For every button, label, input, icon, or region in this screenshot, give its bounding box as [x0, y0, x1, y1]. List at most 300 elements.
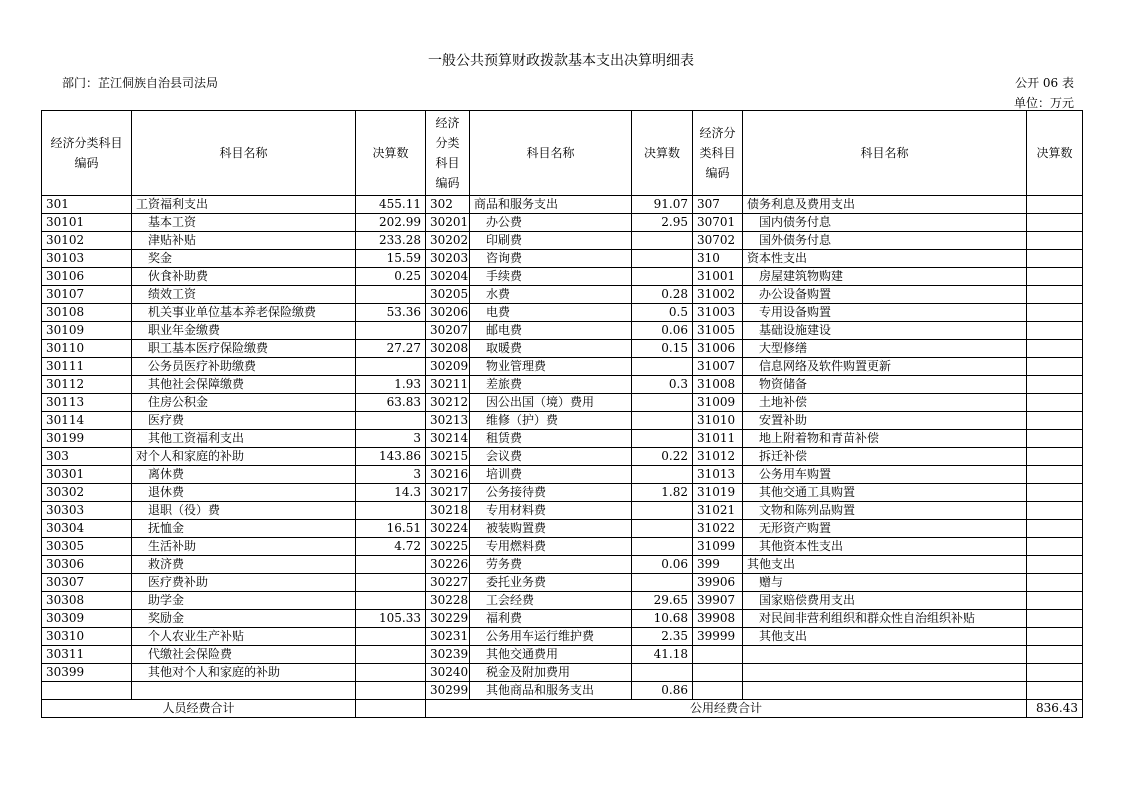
amount-cell: 202.99 [356, 214, 426, 232]
table-row [42, 250, 1083, 268]
name-cell: 债务利息及费用支出 [743, 196, 1027, 214]
amount-cell [356, 574, 426, 592]
code-cell: 31013 [693, 466, 743, 484]
code-cell: 399 [693, 556, 743, 574]
name-cell: 对民间非营利组织和群众性自治组织补贴 [743, 610, 1027, 628]
code-cell: 31008 [693, 376, 743, 394]
amount-cell [632, 520, 693, 538]
name-cell: 资本性支出 [743, 250, 1027, 268]
code-cell: 30208 [426, 340, 470, 358]
code-cell: 30212 [426, 394, 470, 412]
amount-cell [356, 286, 426, 304]
code-cell [693, 664, 743, 682]
public-total-value: 836.43 [1027, 700, 1083, 718]
code-cell: 30231 [426, 628, 470, 646]
table-row [42, 682, 1083, 700]
name-cell: 培训费 [470, 466, 632, 484]
table-row [42, 322, 1083, 340]
amount-cell: 3 [356, 430, 426, 448]
amount-cell: 0.06 [632, 556, 693, 574]
code-cell: 301 [42, 196, 132, 214]
name-cell: 电费 [470, 304, 632, 322]
amount-cell [632, 394, 693, 412]
code-cell: 31007 [693, 358, 743, 376]
name-cell: 税金及附加费用 [470, 664, 632, 682]
name-cell: 维修（护）费 [470, 412, 632, 430]
amount-cell: 27.27 [356, 340, 426, 358]
code-cell: 30211 [426, 376, 470, 394]
code-cell: 30305 [42, 538, 132, 556]
table-body [42, 196, 1083, 700]
code-cell: 30308 [42, 592, 132, 610]
code-cell: 30207 [426, 322, 470, 340]
name-cell: 退职（役）费 [132, 502, 356, 520]
code-cell: 30108 [42, 304, 132, 322]
amount-cell [1027, 376, 1083, 394]
amount-cell [632, 538, 693, 556]
name-cell: 安置补助 [743, 412, 1027, 430]
amount-cell: 2.35 [632, 628, 693, 646]
code-cell: 39906 [693, 574, 743, 592]
code-cell [693, 682, 743, 700]
code-cell: 310 [693, 250, 743, 268]
amount-cell [1027, 412, 1083, 430]
amount-cell: 63.83 [356, 394, 426, 412]
code-cell: 30301 [42, 466, 132, 484]
code-cell: 30239 [426, 646, 470, 664]
name-cell: 其他交通费用 [470, 646, 632, 664]
name-cell: 其他支出 [743, 628, 1027, 646]
code-cell: 30701 [693, 214, 743, 232]
amount-cell [632, 574, 693, 592]
amount-cell [1027, 196, 1083, 214]
name-cell: 赠与 [743, 574, 1027, 592]
code-cell: 30229 [426, 610, 470, 628]
code-cell: 30102 [42, 232, 132, 250]
amount-cell: 1.82 [632, 484, 693, 502]
code-cell: 30209 [426, 358, 470, 376]
amount-cell [632, 358, 693, 376]
table-row [42, 484, 1083, 502]
name-cell [743, 646, 1027, 664]
amount-cell [632, 412, 693, 430]
header-amount-2: 决算数 [632, 111, 693, 196]
code-cell: 31003 [693, 304, 743, 322]
name-cell: 邮电费 [470, 322, 632, 340]
name-cell [743, 664, 1027, 682]
code-cell: 30299 [426, 682, 470, 700]
amount-cell [632, 268, 693, 286]
department-label: 部门：芷江侗族自治县司法局 [62, 76, 219, 90]
amount-cell [1027, 484, 1083, 502]
amount-cell: 0.3 [632, 376, 693, 394]
code-cell: 30217 [426, 484, 470, 502]
code-cell: 30112 [42, 376, 132, 394]
name-cell: 其他交通工具购置 [743, 484, 1027, 502]
code-cell: 303 [42, 448, 132, 466]
amount-cell [1027, 520, 1083, 538]
amount-cell: 3 [356, 466, 426, 484]
name-cell: 物资储备 [743, 376, 1027, 394]
amount-cell: 0.5 [632, 304, 693, 322]
amount-cell: 0.86 [632, 682, 693, 700]
code-cell: 30303 [42, 502, 132, 520]
name-cell: 其他支出 [743, 556, 1027, 574]
amount-cell [1027, 538, 1083, 556]
amount-cell: 10.68 [632, 610, 693, 628]
name-cell [743, 682, 1027, 700]
name-cell: 公务用车运行维护费 [470, 628, 632, 646]
name-cell: 其他工资福利支出 [132, 430, 356, 448]
name-cell: 对个人和家庭的补助 [132, 448, 356, 466]
amount-cell [356, 556, 426, 574]
amount-cell: 0.25 [356, 268, 426, 286]
code-cell: 30215 [426, 448, 470, 466]
code-cell: 31009 [693, 394, 743, 412]
header-code-2: 经济分类科目编码 [426, 111, 470, 196]
code-cell: 30103 [42, 250, 132, 268]
name-cell: 专用设备购置 [743, 304, 1027, 322]
code-cell: 31002 [693, 286, 743, 304]
code-cell: 30201 [426, 214, 470, 232]
amount-cell: 143.86 [356, 448, 426, 466]
header-name-1: 科目名称 [132, 111, 356, 196]
table-row [42, 358, 1083, 376]
name-cell: 拆迁补偿 [743, 448, 1027, 466]
amount-cell: 455.11 [356, 196, 426, 214]
name-cell: 无形资产购置 [743, 520, 1027, 538]
code-cell: 30307 [42, 574, 132, 592]
code-cell: 30227 [426, 574, 470, 592]
code-cell [693, 646, 743, 664]
code-cell: 30306 [42, 556, 132, 574]
code-cell: 30204 [426, 268, 470, 286]
amount-cell [1027, 646, 1083, 664]
amount-cell: 105.33 [356, 610, 426, 628]
amount-cell [1027, 394, 1083, 412]
table-row [42, 196, 1083, 214]
name-cell: 信息网络及软件购置更新 [743, 358, 1027, 376]
name-cell: 国家赔偿费用支出 [743, 592, 1027, 610]
code-cell: 30111 [42, 358, 132, 376]
public-total-label: 公用经费合计 [426, 700, 1027, 718]
amount-cell [632, 466, 693, 484]
code-cell: 30106 [42, 268, 132, 286]
name-cell: 其他对个人和家庭的补助 [132, 664, 356, 682]
name-cell: 咨询费 [470, 250, 632, 268]
name-cell: 地上附着物和青苗补偿 [743, 430, 1027, 448]
code-cell: 31021 [693, 502, 743, 520]
code-cell: 31022 [693, 520, 743, 538]
name-cell: 绩效工资 [132, 286, 356, 304]
code-cell: 30206 [426, 304, 470, 322]
expenditure-detail-table [41, 110, 1083, 718]
amount-cell [1027, 268, 1083, 286]
code-cell: 39907 [693, 592, 743, 610]
code-cell: 30226 [426, 556, 470, 574]
table-row [42, 430, 1083, 448]
name-cell: 助学金 [132, 592, 356, 610]
code-cell: 31099 [693, 538, 743, 556]
name-cell: 工资福利支出 [132, 196, 356, 214]
amount-cell [1027, 214, 1083, 232]
amount-cell [1027, 448, 1083, 466]
name-cell: 专用材料费 [470, 502, 632, 520]
code-cell: 30225 [426, 538, 470, 556]
amount-cell [632, 430, 693, 448]
name-cell: 办公设备购置 [743, 286, 1027, 304]
name-cell: 公务员医疗补助缴费 [132, 358, 356, 376]
code-cell: 30309 [42, 610, 132, 628]
table-row [42, 412, 1083, 430]
amount-cell: 233.28 [356, 232, 426, 250]
name-cell: 救济费 [132, 556, 356, 574]
amount-cell [632, 502, 693, 520]
amount-cell: 0.06 [632, 322, 693, 340]
code-cell: 307 [693, 196, 743, 214]
name-cell: 工会经费 [470, 592, 632, 610]
name-cell: 租赁费 [470, 430, 632, 448]
code-cell: 30113 [42, 394, 132, 412]
amount-cell [1027, 592, 1083, 610]
table-row [42, 304, 1083, 322]
code-cell: 30310 [42, 628, 132, 646]
table-row [42, 574, 1083, 592]
name-cell: 其他商品和服务支出 [470, 682, 632, 700]
name-cell: 委托业务费 [470, 574, 632, 592]
header-amount-3: 决算数 [1027, 111, 1083, 196]
amount-cell: 41.18 [632, 646, 693, 664]
name-cell: 手续费 [470, 268, 632, 286]
amount-cell [356, 322, 426, 340]
code-cell: 30304 [42, 520, 132, 538]
code-cell: 30101 [42, 214, 132, 232]
table-row [42, 592, 1083, 610]
amount-cell: 4.72 [356, 538, 426, 556]
report-title: 一般公共预算财政拨款基本支出决算明细表 [428, 53, 694, 69]
name-cell: 公务接待费 [470, 484, 632, 502]
unit-label: 单位：万元 [1013, 96, 1074, 110]
name-cell: 被装购置费 [470, 520, 632, 538]
code-cell: 30228 [426, 592, 470, 610]
amount-cell [1027, 340, 1083, 358]
amount-cell: 14.3 [356, 484, 426, 502]
table-row [42, 646, 1083, 664]
name-cell: 奖励金 [132, 610, 356, 628]
name-cell: 代缴社会保险费 [132, 646, 356, 664]
name-cell: 文物和陈列品购置 [743, 502, 1027, 520]
code-cell: 30311 [42, 646, 132, 664]
amount-cell: 91.07 [632, 196, 693, 214]
name-cell: 专用燃料费 [470, 538, 632, 556]
table-header-row [42, 111, 1083, 196]
amount-cell [1027, 682, 1083, 700]
name-cell: 因公出国（境）费用 [470, 394, 632, 412]
name-cell: 物业管理费 [470, 358, 632, 376]
totals-row [42, 700, 1083, 718]
table-row [42, 268, 1083, 286]
name-cell: 离休费 [132, 466, 356, 484]
amount-cell [1027, 430, 1083, 448]
name-cell: 其他资本性支出 [743, 538, 1027, 556]
code-cell: 30110 [42, 340, 132, 358]
name-cell: 伙食补助费 [132, 268, 356, 286]
name-cell [132, 682, 356, 700]
amount-cell [1027, 250, 1083, 268]
table-row [42, 502, 1083, 520]
amount-cell [356, 502, 426, 520]
name-cell: 抚恤金 [132, 520, 356, 538]
header-amount-1: 决算数 [356, 111, 426, 196]
code-cell: 30107 [42, 286, 132, 304]
code-cell: 30302 [42, 484, 132, 502]
name-cell: 取暖费 [470, 340, 632, 358]
name-cell: 国外债务付息 [743, 232, 1027, 250]
code-cell: 31006 [693, 340, 743, 358]
name-cell: 机关事业单位基本养老保险缴费 [132, 304, 356, 322]
code-cell: 39908 [693, 610, 743, 628]
amount-cell [356, 412, 426, 430]
amount-cell [632, 664, 693, 682]
name-cell: 大型修缮 [743, 340, 1027, 358]
amount-cell [1027, 628, 1083, 646]
name-cell: 房屋建筑物购建 [743, 268, 1027, 286]
table-row [42, 286, 1083, 304]
personnel-total-label: 人员经费合计 [42, 700, 356, 718]
amount-cell [1027, 232, 1083, 250]
table-row [42, 520, 1083, 538]
amount-cell [356, 358, 426, 376]
code-cell [42, 682, 132, 700]
name-cell: 劳务费 [470, 556, 632, 574]
code-cell: 31005 [693, 322, 743, 340]
table-row [42, 610, 1083, 628]
name-cell: 津贴补贴 [132, 232, 356, 250]
code-cell: 31012 [693, 448, 743, 466]
name-cell: 印刷费 [470, 232, 632, 250]
amount-cell: 29.65 [632, 592, 693, 610]
table-row [42, 340, 1083, 358]
name-cell: 职工基本医疗保险缴费 [132, 340, 356, 358]
name-cell: 福利费 [470, 610, 632, 628]
code-cell: 30114 [42, 412, 132, 430]
amount-cell: 2.95 [632, 214, 693, 232]
amount-cell [632, 232, 693, 250]
table-row [42, 538, 1083, 556]
table-row [42, 628, 1083, 646]
amount-cell [1027, 664, 1083, 682]
table-row [42, 556, 1083, 574]
name-cell: 职业年金缴费 [132, 322, 356, 340]
amount-cell [1027, 574, 1083, 592]
amount-cell: 16.51 [356, 520, 426, 538]
name-cell: 医疗费 [132, 412, 356, 430]
code-cell: 30399 [42, 664, 132, 682]
code-cell: 31011 [693, 430, 743, 448]
amount-cell: 0.15 [632, 340, 693, 358]
amount-cell [1027, 556, 1083, 574]
name-cell: 退休费 [132, 484, 356, 502]
table-row [42, 376, 1083, 394]
code-cell: 31010 [693, 412, 743, 430]
name-cell: 生活补助 [132, 538, 356, 556]
header-name-2: 科目名称 [470, 111, 632, 196]
amount-cell [1027, 286, 1083, 304]
amount-cell [1027, 466, 1083, 484]
code-cell: 31001 [693, 268, 743, 286]
name-cell: 医疗费补助 [132, 574, 356, 592]
code-cell: 31019 [693, 484, 743, 502]
code-cell: 30224 [426, 520, 470, 538]
table-row [42, 448, 1083, 466]
amount-cell: 0.22 [632, 448, 693, 466]
code-cell: 30702 [693, 232, 743, 250]
code-cell: 30205 [426, 286, 470, 304]
form-number: 公开 06 表 [1015, 76, 1074, 90]
name-cell: 国内债务付息 [743, 214, 1027, 232]
header-code-1: 经济分类科目编码 [42, 111, 132, 196]
header-name-3: 科目名称 [743, 111, 1027, 196]
code-cell: 30199 [42, 430, 132, 448]
table-row [42, 394, 1083, 412]
code-cell: 30202 [426, 232, 470, 250]
table-row [42, 232, 1083, 250]
code-cell: 30218 [426, 502, 470, 520]
name-cell: 其他社会保障缴费 [132, 376, 356, 394]
table-row [42, 664, 1083, 682]
name-cell: 基础设施建设 [743, 322, 1027, 340]
code-cell: 30213 [426, 412, 470, 430]
name-cell: 会议费 [470, 448, 632, 466]
amount-cell [1027, 610, 1083, 628]
amount-cell: 53.36 [356, 304, 426, 322]
name-cell: 住房公积金 [132, 394, 356, 412]
amount-cell [356, 646, 426, 664]
amount-cell: 0.28 [632, 286, 693, 304]
personnel-total-value [356, 700, 426, 718]
amount-cell [356, 628, 426, 646]
table-row [42, 214, 1083, 232]
amount-cell [1027, 502, 1083, 520]
name-cell: 差旅费 [470, 376, 632, 394]
amount-cell: 15.59 [356, 250, 426, 268]
code-cell: 30214 [426, 430, 470, 448]
name-cell: 奖金 [132, 250, 356, 268]
amount-cell [356, 664, 426, 682]
code-cell: 30203 [426, 250, 470, 268]
amount-cell [632, 250, 693, 268]
amount-cell [356, 682, 426, 700]
name-cell: 公务用车购置 [743, 466, 1027, 484]
name-cell: 土地补偿 [743, 394, 1027, 412]
name-cell: 水费 [470, 286, 632, 304]
name-cell: 个人农业生产补贴 [132, 628, 356, 646]
amount-cell [1027, 322, 1083, 340]
code-cell: 30216 [426, 466, 470, 484]
table-row [42, 466, 1083, 484]
name-cell: 基本工资 [132, 214, 356, 232]
code-cell: 302 [426, 196, 470, 214]
amount-cell [1027, 304, 1083, 322]
name-cell: 商品和服务支出 [470, 196, 632, 214]
amount-cell [356, 592, 426, 610]
code-cell: 30109 [42, 322, 132, 340]
code-cell: 39999 [693, 628, 743, 646]
code-cell: 30240 [426, 664, 470, 682]
amount-cell [1027, 358, 1083, 376]
amount-cell: 1.93 [356, 376, 426, 394]
name-cell: 办公费 [470, 214, 632, 232]
